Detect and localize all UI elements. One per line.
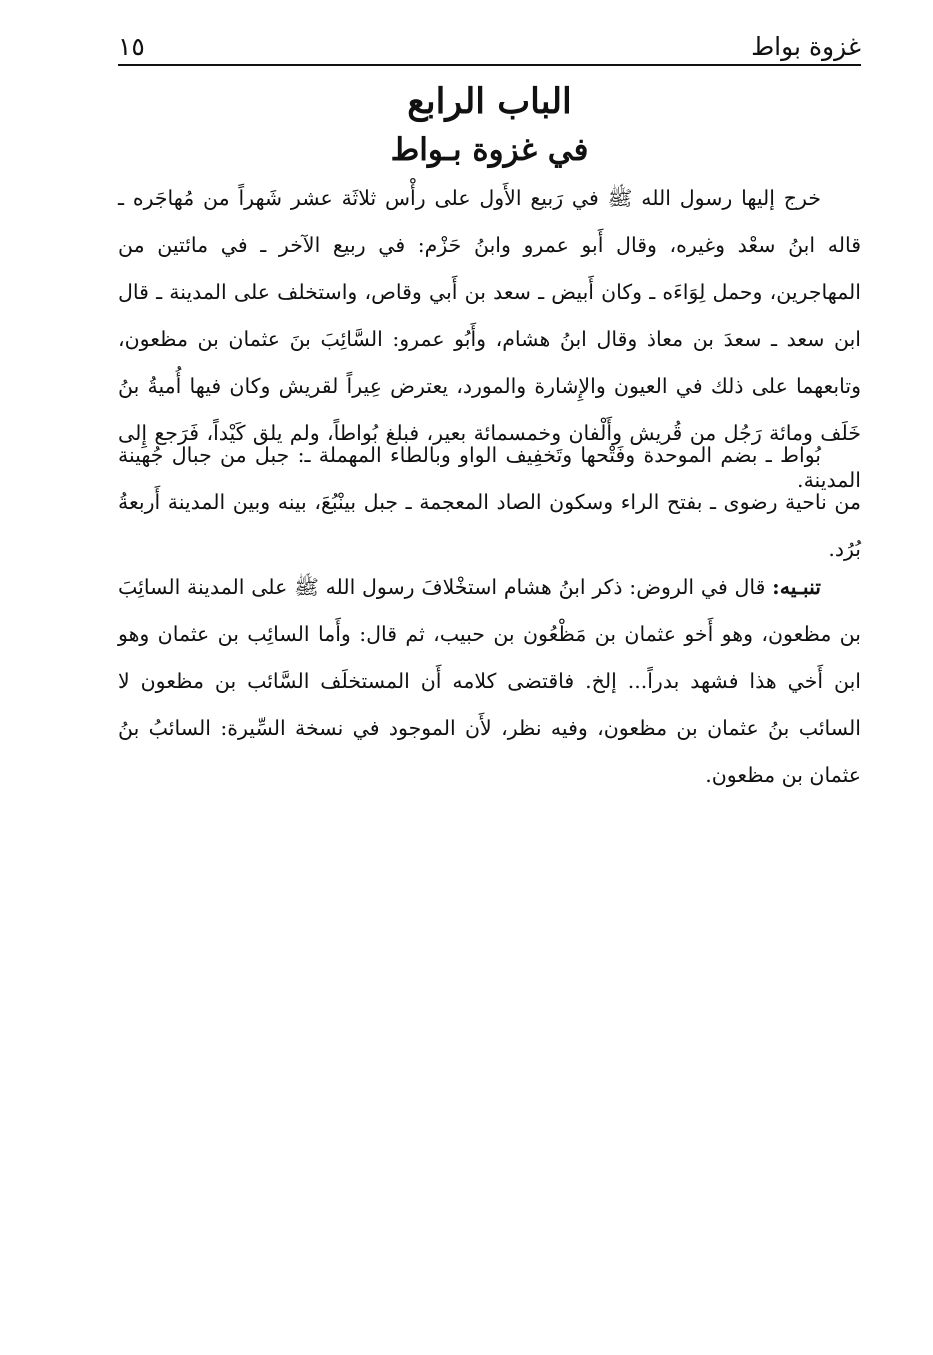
note-text: قال في الروض: ذكر ابنُ هشام استخْلافَ رسول الله ﷺ على المدينة السائِبَ بن مظعون، وهو أَخو عثمان بن مَظْعُون بن حبيب، ثم قال: وأَما السائِب بن عثمان وهو ابن أَخي هذا فشهد بدراً... إلخ. فاقتضى كلامه أَن المستخلَف السَّائب بن مظعون لا السائب بنُ عثمان بن مظعون، وفيه نظر، لأَن الموجود في نسخة السِّيرة: السائبُ بنُ عثمان بن مظعون. bbox=[118, 575, 861, 787]
running-header bbox=[118, 26, 861, 62]
paragraph-buwat-definition: بُواط ـ بضم الموحدة وفَتْحها وتَخفِيف الواو وبالطاء المهملة ـ: جبل من جبال جُهينة من ناحية رضوى ـ بفتح الراء وسكون الصاد المعجمة ـ جبل بينْبُعَ، بينه وبين المدينة أَربعةُ بُرُد. bbox=[118, 443, 861, 561]
paragraph-campaign: خرج إليها رسول الله ﷺ في رَبيع الأَول على رأْس ثلاثَة عشر شَهراً من مُهاجَره ـ قاله ابنُ سعْد وغيره، وقال أَبو عمرو وابنُ حَزْم: في ربيع الآخر ـ في مائتين من المهاجرين، وحمل لِوَاءَه ـ وكان أَبيض ـ سعد بن أَبي وقاص، واستخلف على المدينة ـ قال ابن سعد ـ سعدَ بن معاذ وقال ابنُ هشام، وأَبُو عمرو: السَّائِبَ بنَ عثمان بن مظعون، وتابعهما على ذلك في العيون والإِشارة والمورد، يعترض عِيراً لقريش وكان فيها أُميةُ بنُ خَلَف ومائة رَجُل من قُريش وأَلْفان وخمسمائة بعير، فبلغ بُواطاً، ولم يلق كَيْداً، فَرَجع إِلى المدينة. bbox=[118, 186, 861, 492]
chapter-subtitle: في غزوة بـواط bbox=[390, 132, 589, 168]
header-rule bbox=[118, 64, 861, 66]
page-number: ١٥ bbox=[118, 32, 145, 61]
running-title: غزوة بواط bbox=[751, 32, 861, 61]
chapter-title: الباب الرابع bbox=[407, 81, 572, 122]
note-label: تنبـيه: bbox=[772, 575, 821, 599]
paragraph-note bbox=[118, 564, 861, 799]
